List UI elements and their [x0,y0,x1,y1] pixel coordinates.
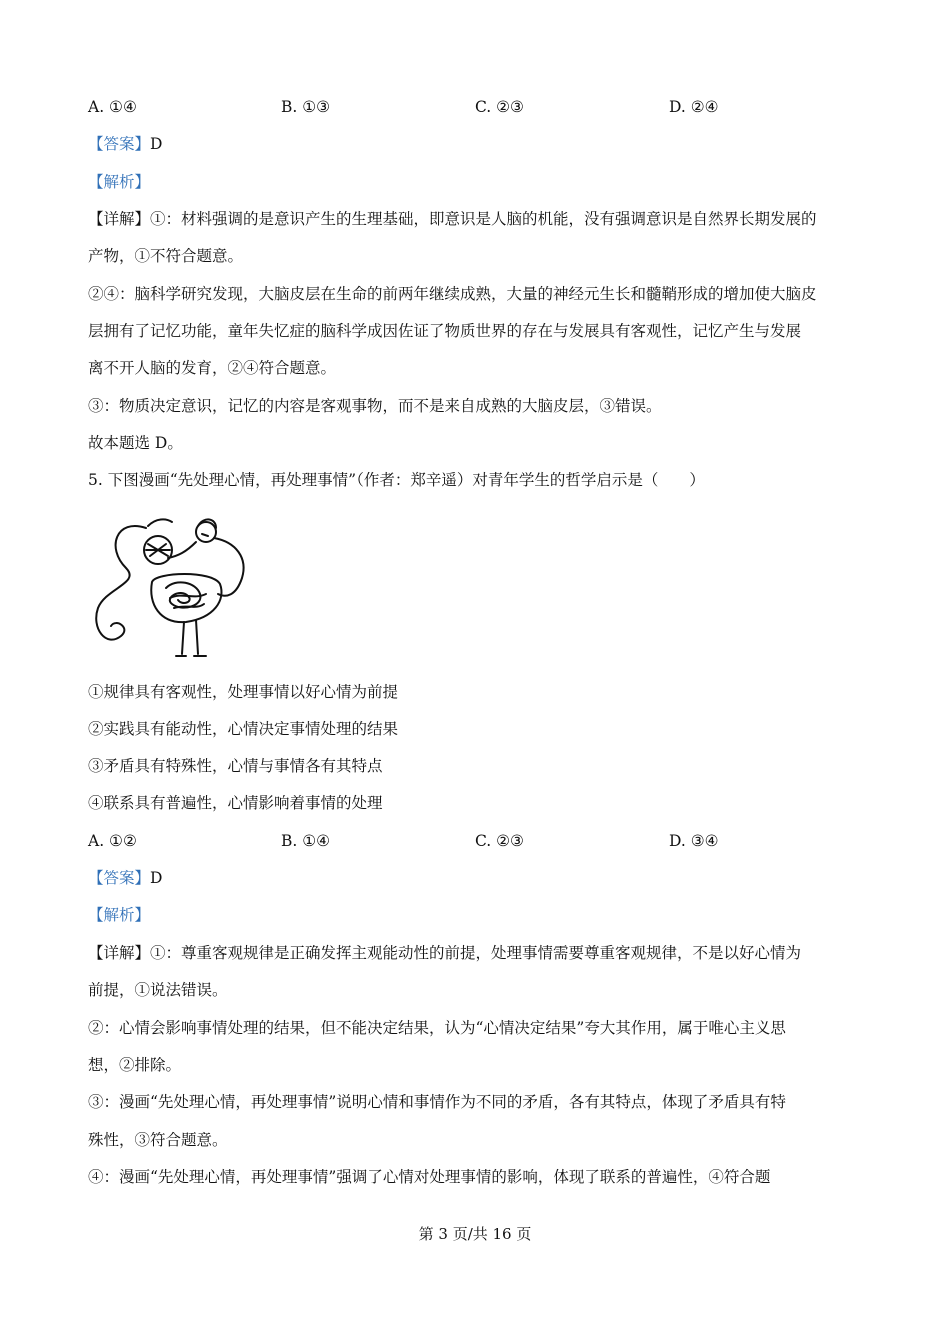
q5-detail-line: 想，②排除。 [88,1056,182,1074]
q5-option-c: C. ②③ [475,832,524,850]
q5-option-a: A. ①② [88,832,137,850]
answer-value: D [150,869,163,887]
q4-analysis-heading [88,171,868,193]
answer-tag: 【答案】 [88,869,151,887]
q5-statement: ①规律具有客观性，处理事情以好心情为前提 [88,683,399,701]
q5-detail-line [88,942,868,964]
q4-conclusion: 故本题选 D。 [88,434,183,452]
q5-option-d: D. ③④ [669,832,719,850]
q5-analysis-heading [88,904,868,926]
q5-stem: 5. 下图漫画“先处理心情，再处理事情”（作者：郑辛遥）对青年学生的哲学启示是（ ） [88,471,705,489]
analysis-tag: 【解析】 [88,173,151,191]
q4-option-b: B. ①③ [281,98,331,116]
detail-tag: 【详解】 [88,944,151,962]
q4-option-c: C. ②③ [475,98,524,116]
comic-illustration [86,508,258,664]
q5-detail-line: ④：漫画“先处理心情，再处理事情”强调了心情对处理事情的影响，体现了联系的普遍性，④符合题 [88,1168,771,1186]
q5-detail-line: 殊性，③符合题意。 [88,1131,228,1149]
q5-statement: ③矛盾具有特殊性，心情与事情各有其特点 [88,757,383,775]
q4-detail-line: 层拥有了记忆功能，童年失忆症的脑科学成因佐证了物质世界的存在与发展具有客观性，记忆产生与发展 [88,322,802,340]
analysis-tag: 【解析】 [88,906,151,924]
q4-option-a: A. ①④ [88,98,137,116]
q5-detail-line: ③：漫画“先处理心情，再处理事情”说明心情和事情作为不同的矛盾，各有其特点，体现了矛盾具有特 [88,1093,786,1111]
q5-statement: ②实践具有能动性，心情决定事情处理的结果 [88,720,399,738]
detail-tag: 【详解】 [88,210,151,228]
q5-statement: ④联系具有普遍性，心情影响着事情的处理 [88,794,383,812]
q4-detail-line: 离不开人脑的发育，②④符合题意。 [88,359,337,377]
q4-detail-line: 产物，①不符合题意。 [88,247,244,265]
q4-detail-line [88,208,868,230]
detail-text: ①：尊重客观规律是正确发挥主观能动性的前提，处理事情需要尊重客观规律，不是以好心情为 [150,944,802,962]
detail-text: ①：材料强调的是意识产生的生理基础，即意识是人脑的机能，没有强调意识是自然界长期发展的 [150,210,817,228]
answer-value: D [150,135,163,153]
q4-detail-line: ②④：脑科学研究发现，大脑皮层在生命的前两年继续成熟，大量的神经元生长和髓鞘形成的增加使大脑皮 [88,285,817,303]
q5-answer [88,867,868,889]
page-footer: 第 3 页/共 16 页 [418,1225,532,1243]
q4-detail-line: ③：物质决定意识，记忆的内容是客观事物，而不是来自成熟的大脑皮层，③错误。 [88,397,662,415]
answer-tag: 【答案】 [88,135,151,153]
q4-option-d: D. ②④ [669,98,719,116]
q5-detail-line: 前提，①说法错误。 [88,981,228,999]
q5-option-b: B. ①④ [281,832,331,850]
q4-answer [88,133,868,155]
q5-detail-line: ②：心情会影响事情处理的结果，但不能决定结果，认为“心情决定结果”夸大其作用，属于唯心主义思 [88,1019,786,1037]
